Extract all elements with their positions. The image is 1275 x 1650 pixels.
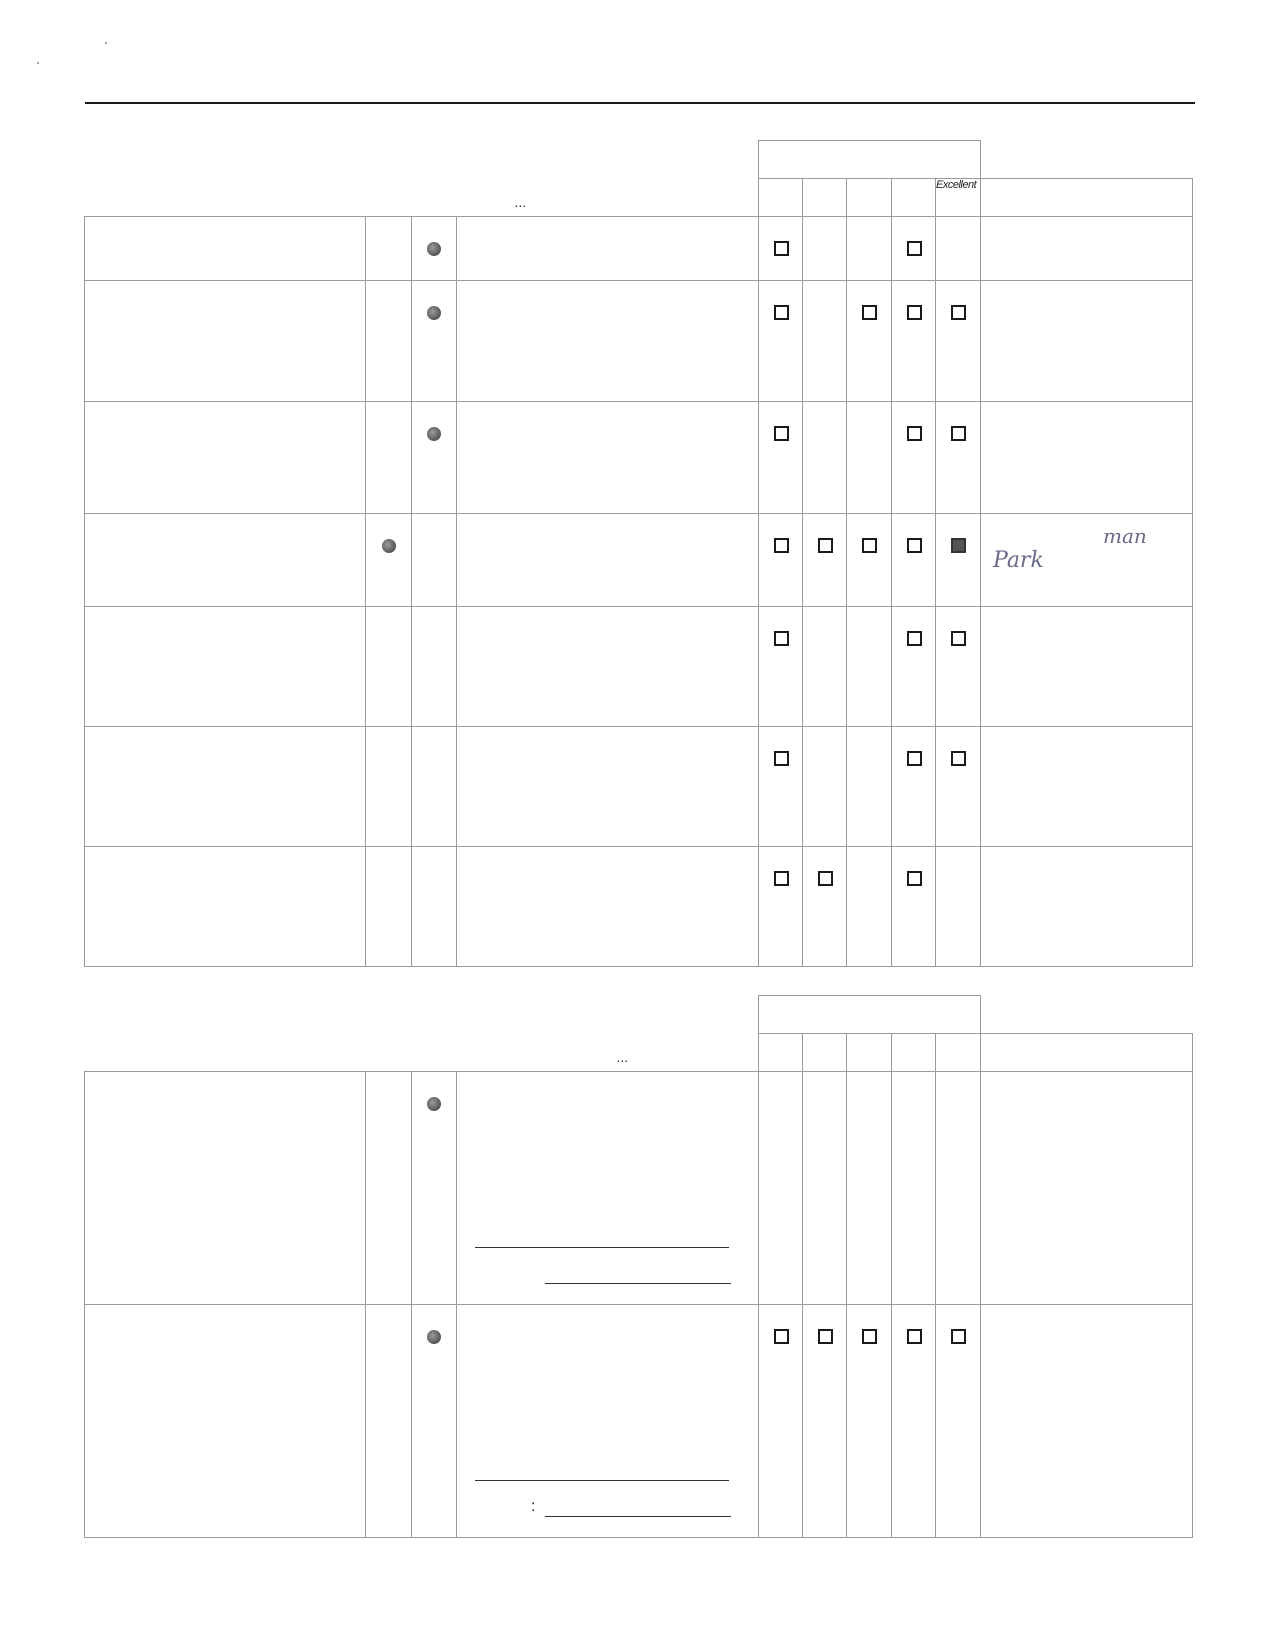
comments-cell bbox=[457, 281, 759, 402]
notes-cell bbox=[981, 607, 1193, 727]
table-row bbox=[85, 1072, 1193, 1305]
rating-cell-3 bbox=[847, 281, 892, 402]
selected-bullet bbox=[427, 1330, 441, 1344]
selected-bullet bbox=[427, 306, 441, 320]
comments-cell bbox=[457, 607, 759, 727]
rating-checkbox[interactable] bbox=[907, 538, 922, 553]
rating-cell-1 bbox=[759, 1072, 803, 1305]
notes-cell bbox=[981, 402, 1193, 514]
rating-checkbox[interactable] bbox=[907, 871, 922, 886]
rating-checkbox[interactable] bbox=[862, 538, 877, 553]
option-a-cell bbox=[366, 402, 412, 514]
option-b-cell bbox=[412, 281, 457, 402]
rating-cell-5 bbox=[936, 727, 981, 847]
selected-bullet bbox=[382, 539, 396, 553]
label-colon: : bbox=[531, 1498, 536, 1515]
comments-cell bbox=[457, 1072, 759, 1305]
rating-checkbox[interactable] bbox=[951, 538, 966, 553]
rating-cell-5 bbox=[936, 514, 981, 607]
header-notes-2 bbox=[981, 1034, 1193, 1072]
row-item-cell bbox=[85, 217, 366, 281]
rating-col-4 bbox=[892, 179, 936, 217]
selected-bullet bbox=[427, 242, 441, 256]
rating-cell-4 bbox=[892, 607, 936, 727]
rating-checkbox[interactable] bbox=[951, 1329, 966, 1344]
comments-cell bbox=[457, 847, 759, 967]
notes-cell bbox=[981, 514, 1193, 607]
option-a-cell bbox=[366, 514, 412, 607]
rating-checkbox[interactable] bbox=[774, 538, 789, 553]
rating-cell-4 bbox=[892, 1305, 936, 1538]
notes-cell bbox=[981, 1072, 1193, 1305]
rating-checkbox[interactable] bbox=[774, 871, 789, 886]
option-a-cell bbox=[366, 847, 412, 967]
rating-cell-3 bbox=[847, 514, 892, 607]
rating-cell-5 bbox=[936, 607, 981, 727]
handwritten-note: Park bbox=[993, 548, 1044, 573]
rating-cell-2 bbox=[803, 402, 847, 514]
rating-cell-1 bbox=[759, 1305, 803, 1538]
row-item-cell bbox=[85, 1305, 366, 1538]
rating-col-3 bbox=[847, 179, 892, 217]
option-a-cell bbox=[366, 281, 412, 402]
option-b-cell bbox=[412, 217, 457, 281]
header-ellipsis-2: ... bbox=[616, 1049, 629, 1065]
selected-bullet bbox=[427, 1097, 441, 1111]
rating-cell-3 bbox=[847, 1305, 892, 1538]
rating-cell-2 bbox=[803, 847, 847, 967]
rating-col-1 bbox=[759, 179, 803, 217]
rating-checkbox[interactable] bbox=[774, 631, 789, 646]
row-item-cell bbox=[85, 514, 366, 607]
fill-in-line[interactable] bbox=[475, 1247, 729, 1248]
rating-cell-2 bbox=[803, 607, 847, 727]
rating-group-header bbox=[759, 141, 981, 179]
fill-in-line[interactable] bbox=[545, 1283, 731, 1284]
rating-cell-4 bbox=[892, 402, 936, 514]
rating-cell-2 bbox=[803, 1072, 847, 1305]
rating-cell-4 bbox=[892, 727, 936, 847]
option-b-cell bbox=[412, 727, 457, 847]
row-item-cell bbox=[85, 402, 366, 514]
table-row bbox=[85, 847, 1193, 967]
comments-cell bbox=[457, 1305, 759, 1538]
option-a-cell bbox=[366, 727, 412, 847]
rating-cell-5 bbox=[936, 1305, 981, 1538]
table-row bbox=[85, 1305, 1193, 1538]
rating-cell-4 bbox=[892, 847, 936, 967]
comments-cell bbox=[457, 217, 759, 281]
rating-cell-5 bbox=[936, 847, 981, 967]
notes-cell bbox=[981, 217, 1193, 281]
rating-checkbox[interactable] bbox=[862, 305, 877, 320]
rating-cell-2 bbox=[803, 727, 847, 847]
rating-cell-3 bbox=[847, 402, 892, 514]
rating-cell-3 bbox=[847, 847, 892, 967]
table-row bbox=[85, 402, 1193, 514]
rating-col-excellent bbox=[936, 179, 981, 217]
table-row bbox=[85, 217, 1193, 281]
notes-cell bbox=[981, 847, 1193, 967]
rating-checkbox[interactable] bbox=[907, 1329, 922, 1344]
rating-group-header-2 bbox=[759, 996, 981, 1034]
rating-cell-4 bbox=[892, 217, 936, 281]
header-comments bbox=[457, 179, 759, 217]
header-rule bbox=[85, 102, 1195, 104]
rating-col-4 bbox=[892, 1034, 936, 1072]
rating-checkbox[interactable] bbox=[907, 241, 922, 256]
option-b-cell bbox=[412, 514, 457, 607]
rating-col-2 bbox=[803, 1034, 847, 1072]
row-item-cell bbox=[85, 727, 366, 847]
rating-checkbox[interactable] bbox=[907, 751, 922, 766]
rating-checkbox[interactable] bbox=[774, 1329, 789, 1344]
rating-cell-2 bbox=[803, 217, 847, 281]
rating-cell-1 bbox=[759, 217, 803, 281]
handwritten-note: man bbox=[1103, 524, 1147, 548]
rating-cell-4 bbox=[892, 514, 936, 607]
rating-cell-1 bbox=[759, 607, 803, 727]
selected-bullet bbox=[427, 427, 441, 441]
option-b-cell bbox=[412, 402, 457, 514]
row-item-cell bbox=[85, 1072, 366, 1305]
comments-cell bbox=[457, 402, 759, 514]
rating-checkbox[interactable] bbox=[774, 751, 789, 766]
rating-cell-3 bbox=[847, 727, 892, 847]
table-row bbox=[85, 281, 1193, 402]
rating-cell-5 bbox=[936, 217, 981, 281]
table-row bbox=[85, 514, 1193, 607]
rating-cell-2 bbox=[803, 1305, 847, 1538]
rating-col-1 bbox=[759, 1034, 803, 1072]
rating-checkbox[interactable] bbox=[818, 1329, 833, 1344]
rating-checkbox[interactable] bbox=[907, 631, 922, 646]
rating-cell-5 bbox=[936, 402, 981, 514]
rating-checkbox[interactable] bbox=[774, 305, 789, 320]
evaluation-table-2 bbox=[84, 995, 1193, 1538]
rating-cell-1 bbox=[759, 514, 803, 607]
rating-cell-1 bbox=[759, 727, 803, 847]
row-item-cell bbox=[85, 281, 366, 402]
option-b-cell bbox=[412, 847, 457, 967]
rating-checkbox[interactable] bbox=[951, 631, 966, 646]
rating-cell-4 bbox=[892, 1072, 936, 1305]
rating-cell-5 bbox=[936, 1072, 981, 1305]
comments-cell bbox=[457, 514, 759, 607]
rating-checkbox[interactable] bbox=[818, 871, 833, 886]
rating-cell-1 bbox=[759, 281, 803, 402]
option-a-cell bbox=[366, 217, 412, 281]
fill-in-line[interactable] bbox=[475, 1480, 729, 1481]
rating-checkbox[interactable] bbox=[951, 305, 966, 320]
rating-cell-1 bbox=[759, 402, 803, 514]
table-row bbox=[85, 727, 1193, 847]
rating-checkbox[interactable] bbox=[907, 305, 922, 320]
rating-checkbox[interactable] bbox=[774, 241, 789, 256]
option-a-cell bbox=[366, 1072, 412, 1305]
rating-checkbox[interactable] bbox=[907, 426, 922, 441]
rating-checkbox[interactable] bbox=[951, 426, 966, 441]
notes-cell bbox=[981, 281, 1193, 402]
option-a-cell bbox=[366, 607, 412, 727]
rating-checkbox[interactable] bbox=[951, 751, 966, 766]
rating-cell-3 bbox=[847, 217, 892, 281]
rating-cell-4 bbox=[892, 281, 936, 402]
rating-cell-3 bbox=[847, 607, 892, 727]
rating-col-5 bbox=[936, 1034, 981, 1072]
rating-col-3 bbox=[847, 1034, 892, 1072]
rating-cell-2 bbox=[803, 514, 847, 607]
evaluation-table-1 bbox=[84, 140, 1193, 967]
rating-cell-3 bbox=[847, 1072, 892, 1305]
fill-in-line[interactable] bbox=[545, 1516, 731, 1517]
header-ellipsis: ... bbox=[514, 194, 527, 210]
rating-cell-1 bbox=[759, 847, 803, 967]
option-b-cell bbox=[412, 1305, 457, 1538]
table-row bbox=[85, 607, 1193, 727]
rating-checkbox[interactable] bbox=[862, 1329, 877, 1344]
row-item-cell bbox=[85, 607, 366, 727]
rating-col-2 bbox=[803, 179, 847, 217]
rating-checkbox[interactable] bbox=[818, 538, 833, 553]
notes-cell bbox=[981, 1305, 1193, 1538]
row-item-cell bbox=[85, 847, 366, 967]
header-notes bbox=[981, 179, 1193, 217]
option-b-cell bbox=[412, 607, 457, 727]
rating-cell-2 bbox=[803, 281, 847, 402]
comments-cell bbox=[457, 727, 759, 847]
rating-checkbox[interactable] bbox=[774, 426, 789, 441]
option-b-cell bbox=[412, 1072, 457, 1305]
notes-cell bbox=[981, 727, 1193, 847]
header-item bbox=[85, 179, 366, 217]
rating-cell-5 bbox=[936, 281, 981, 402]
option-a-cell bbox=[366, 1305, 412, 1538]
excellent-label: Excellent bbox=[936, 179, 977, 191]
